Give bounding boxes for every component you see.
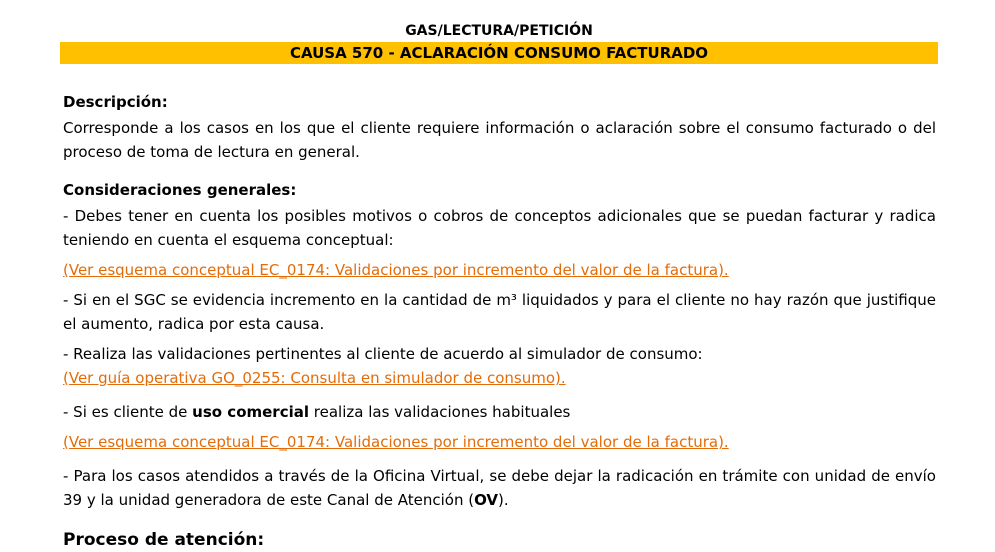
consideration-item-4 <box>63 400 936 424</box>
text-segment: realiza las validaciones habituales <box>309 403 571 421</box>
consideration-item-3: - Realiza las validaciones pertinentes al cliente de acuerdo al simulador de consumo: <box>63 345 703 363</box>
text-segment: - Para los casos atendidos a través de la Oficina Virtual, se debe dejar la radicación en trámite con unidad de envío 39 y la unidad generadora de este Canal de Atención ( <box>63 467 936 509</box>
link-text[interactable]: (Ver esquema conceptual EC_0174: Validaciones por incremento del valor de la factura). <box>63 261 729 279</box>
bold-segment: OV <box>474 491 499 509</box>
considerations-heading: Consideraciones generales: <box>63 181 297 199</box>
content-body <box>63 90 936 512</box>
category-title: GAS/LECTURA/PETICIÓN <box>405 23 593 39</box>
text-segment: - Si es cliente de <box>63 403 193 421</box>
cause-title-bar: CAUSA 570 - ACLARACIÓN CONSUMO FACTURADO <box>60 42 938 64</box>
consideration-item-1: - Debes tener en cuenta los posibles motivos o cobros de conceptos adicionales que se puedan facturar y radica teniendo en cuenta el esquema conceptual: <box>63 207 936 249</box>
consideration-item-5 <box>63 464 936 512</box>
link-go-0255[interactable] <box>63 366 936 390</box>
link-ec-0174-second[interactable] <box>63 430 936 454</box>
consideration-item-2: - Si en el SGC se evidencia incremento en la cantidad de m³ liquidados y para el cliente no hay razón que justifique el aumento, radica por esta causa. <box>63 291 936 333</box>
description-text: Corresponde a los casos en los que el cliente requiere información o aclaración sobre el consumo facturado o del proceso de toma de lectura en general. <box>63 119 936 161</box>
next-section-heading: Proceso de atención: <box>63 530 265 550</box>
text-segment: ). <box>498 491 509 509</box>
description-heading: Descripción: <box>63 93 168 111</box>
link-text[interactable]: (Ver guía operativa GO_0255: Consulta en simulador de consumo). <box>63 369 566 387</box>
link-ec-0174-first[interactable] <box>63 258 936 282</box>
link-text[interactable]: (Ver esquema conceptual EC_0174: Validaciones por incremento del valor de la factura). <box>63 433 729 451</box>
bold-segment: uso comercial <box>192 403 310 421</box>
